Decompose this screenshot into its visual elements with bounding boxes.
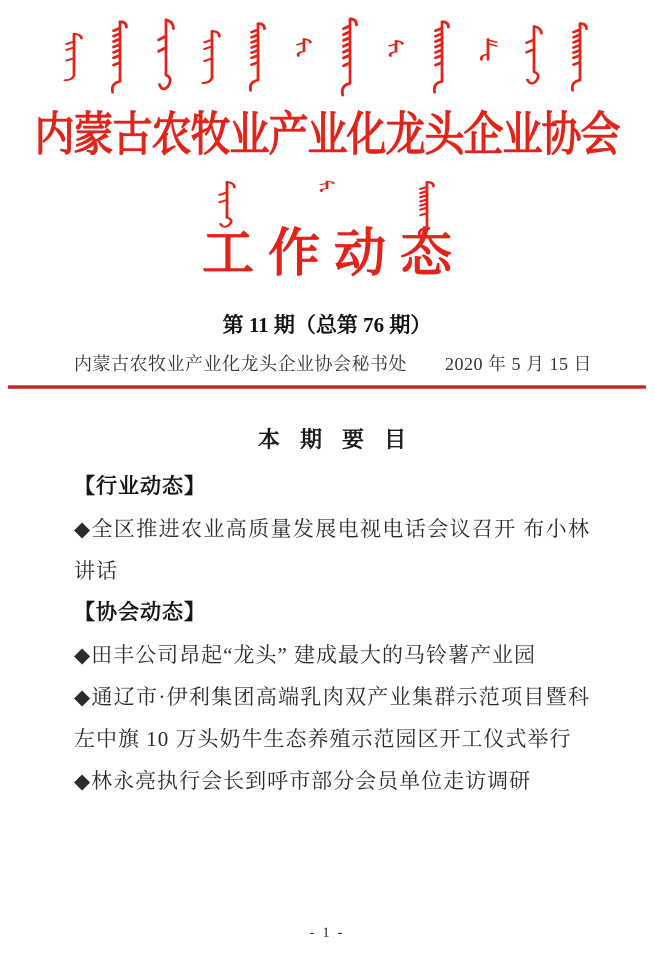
mongolian-word-icon [476,37,500,77]
mongolian-word-icon [215,180,239,232]
page-number: - 1 - [309,925,345,941]
publisher-date-line [0,352,654,376]
issue-number-line: 第 11 期（总第 76 期） [222,313,432,337]
toc-item: ◆林永亮执行会长到呼市部分会员单位走访调研 [74,769,532,793]
toc-item: ◆通辽市·伊利集团高端乳肉双产业集群示范项目暨科左中旗 10 万头奶牛生态养殖示范园区开工仪式举行 [74,685,590,751]
mongolian-word-icon [522,24,546,90]
toc-item: ◆田丰公司昂起“龙头” 建成最大的马铃薯产业园 [74,643,537,667]
mongolian-word-icon [108,19,132,95]
contents-title: 本 期 要 目 [257,427,414,452]
table-of-contents [0,425,654,802]
mongolian-word-icon [315,180,339,204]
toc-section-header-industry: 【行业动态】 [74,475,206,498]
organization-title: 内蒙古农牧业产业化龙头企业协会 [34,108,620,162]
mongolian-script-top-row [0,16,654,98]
publisher-name: 内蒙古农牧业产业化龙头企业协会秘书处 [74,354,407,374]
red-divider-rule [8,385,646,389]
mongolian-word-icon [246,21,270,93]
mongolian-word-icon [430,19,454,95]
toc-section-header-association: 【协会动态】 [74,601,206,624]
mongolian-word-icon [62,32,86,82]
mongolian-word-icon [568,21,592,93]
publication-date: 2020 年 5 月 15 日 [445,354,592,374]
bulletin-title: 工作动态 [201,226,466,283]
mongolian-word-icon [384,39,408,75]
mongolian-word-icon [154,17,178,97]
toc-item: ◆全区推进农业高质量发展电视电话会议召开 布小林讲话 [74,517,590,583]
mongolian-word-icon [292,37,316,77]
mongolian-word-icon [200,29,224,85]
mongolian-word-icon [338,16,362,98]
